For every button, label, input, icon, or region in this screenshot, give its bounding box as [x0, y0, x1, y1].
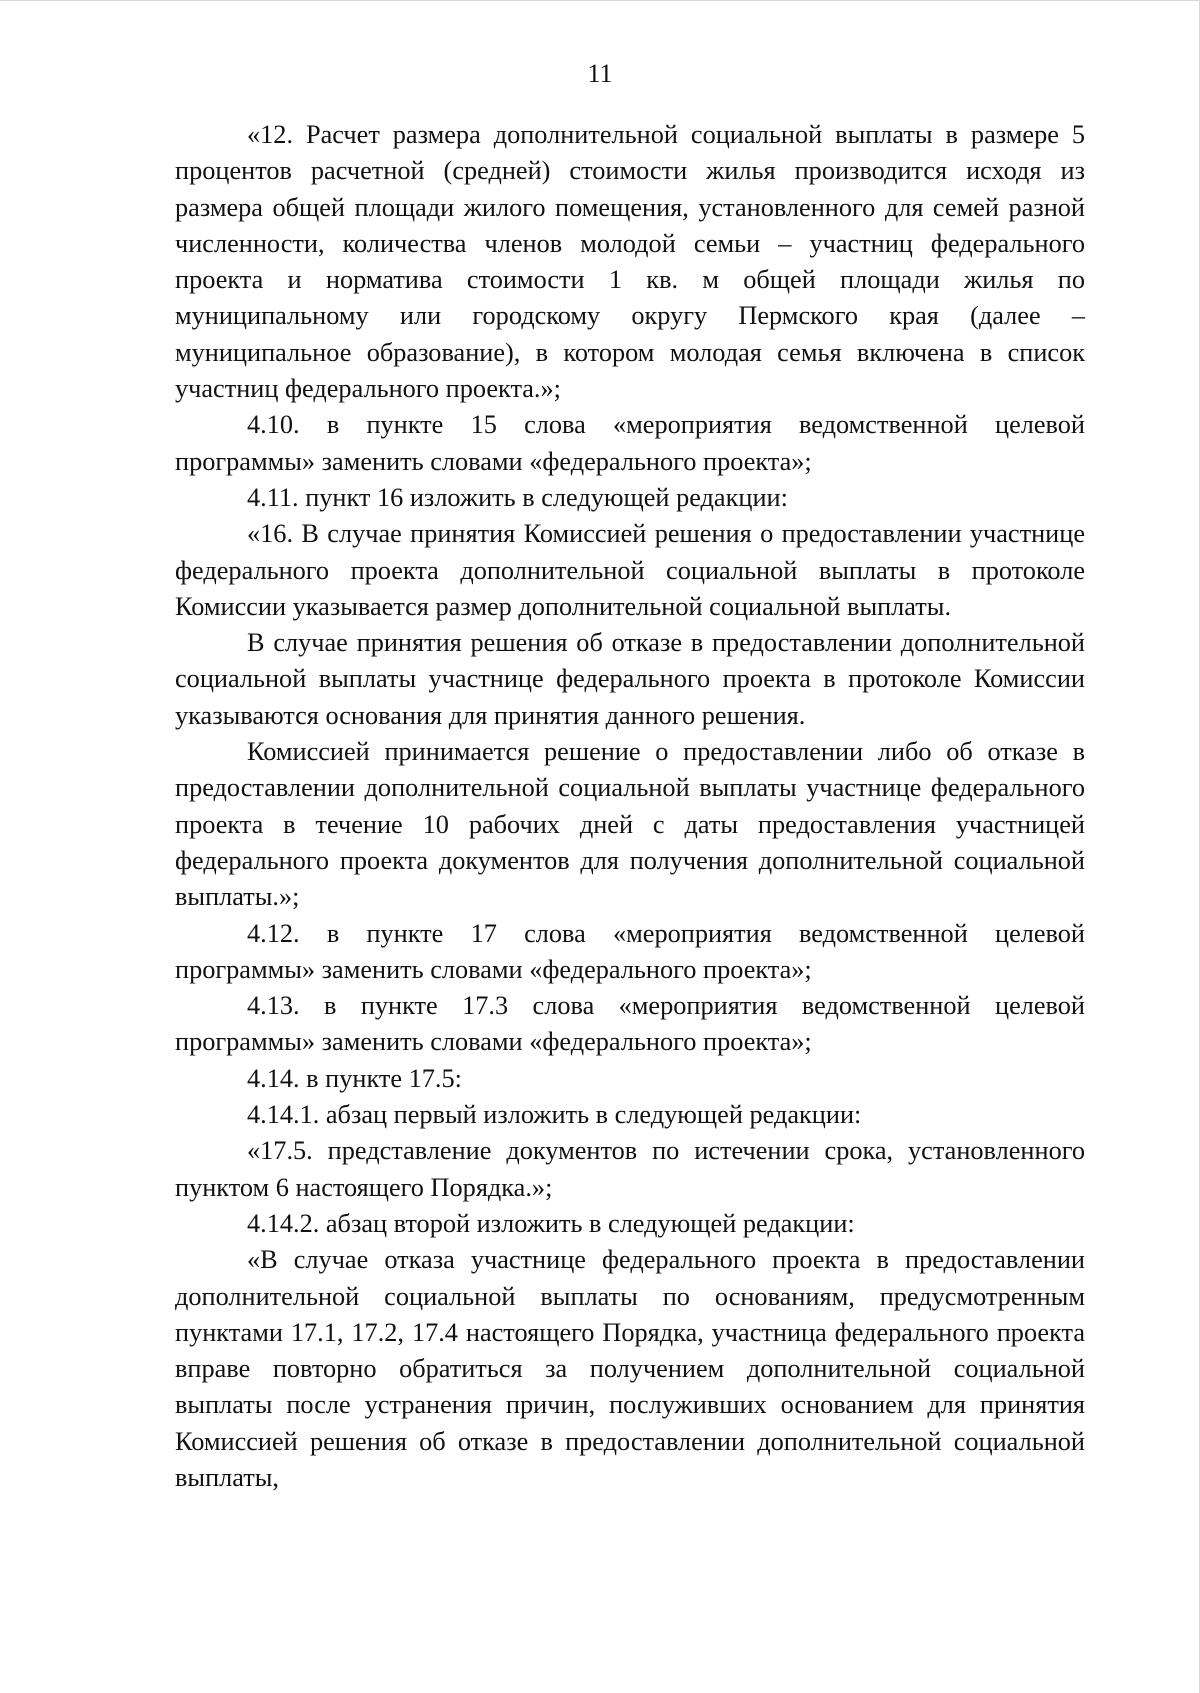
paragraph-4-14-1: 4.14.1. абзац первый изложить в следующей редакции: — [247, 1100, 862, 1130]
paragraph-4-14-2: 4.14.2. абзац второй изложить в следующей редакции: — [247, 1208, 855, 1238]
paragraph-16: «16. В случае принятия Комиссией решения о предоставлении участнице федерального проекта дополнительной социальной выплаты в протоколе Комиссии указывается размер дополнительной социальной выплаты. — [175, 519, 1085, 621]
paragraph-refusal-case: В случае принятия решения об отказе в предоставлении дополнительной социальной выплаты участнице федерального проекта в протоколе Комиссии указываются основания для принятия данного решения. — [175, 628, 1085, 730]
paragraph-17-5: «17.5. представление документов по истечении срока, установленного пунктом 6 настоящего Порядка.»; — [175, 1136, 1085, 1202]
page-number: 11 — [587, 59, 613, 88]
document-body — [175, 117, 1085, 1496]
paragraph-4-11: 4.11. пункт 16 изложить в следующей редакции: — [247, 482, 788, 512]
paragraph-4-13: 4.13. в пункте 17.3 слова «мероприятия ведомственной целевой программы» заменить словами «федерального проекта»; — [175, 991, 1085, 1057]
paragraph-refusal-repeat: «В случае отказа участнице федерального проекта в предоставлении дополнительной социальной выплаты по основаниям, предусмотренным пунктами 17.1, 17.2, 17.4 настоящего Порядка, участница федерального проекта вправе повторно обратиться за получением дополнительной социальной выплаты после устранения причин, послуживших основанием для принятия Комиссией решения об отказе в предоставлении дополнительной социальной выплаты, — [175, 1245, 1085, 1492]
paragraph-12: «12. Расчет размера дополнительной социальной выплаты в размере 5 процентов расчетной (средней) стоимости жилья производится исходя из размера общей площади жилого помещения, установленного для семей разной численности, количества членов молодой семьи – участниц федерального проекта и норматива стоимости 1 кв. м общей площади жилья по муниципальному или городскому округу Пермского края (далее – муниципальное образование), в котором молодая семья включена в список участниц федерального проекта.»; — [175, 120, 1085, 404]
paragraph-commission-decision: Комиссией принимается решение о предоставлении либо об отказе в предоставлении дополнительной социальной выплаты участнице федерального проекта в течение 10 рабочих дней с даты предоставления участницей федерального проекта документов для получения дополнительной социальной выплаты.»; — [175, 737, 1085, 912]
paragraph-4-14: 4.14. в пункте 17.5: — [247, 1063, 462, 1093]
paragraph-4-10: 4.10. в пункте 15 слова «мероприятия ведомственной целевой программы» заменить словами «федерального проекта»; — [175, 410, 1085, 476]
paragraph-4-12: 4.12. в пункте 17 слова «мероприятия ведомственной целевой программы» заменить словами «федерального проекта»; — [175, 918, 1085, 984]
